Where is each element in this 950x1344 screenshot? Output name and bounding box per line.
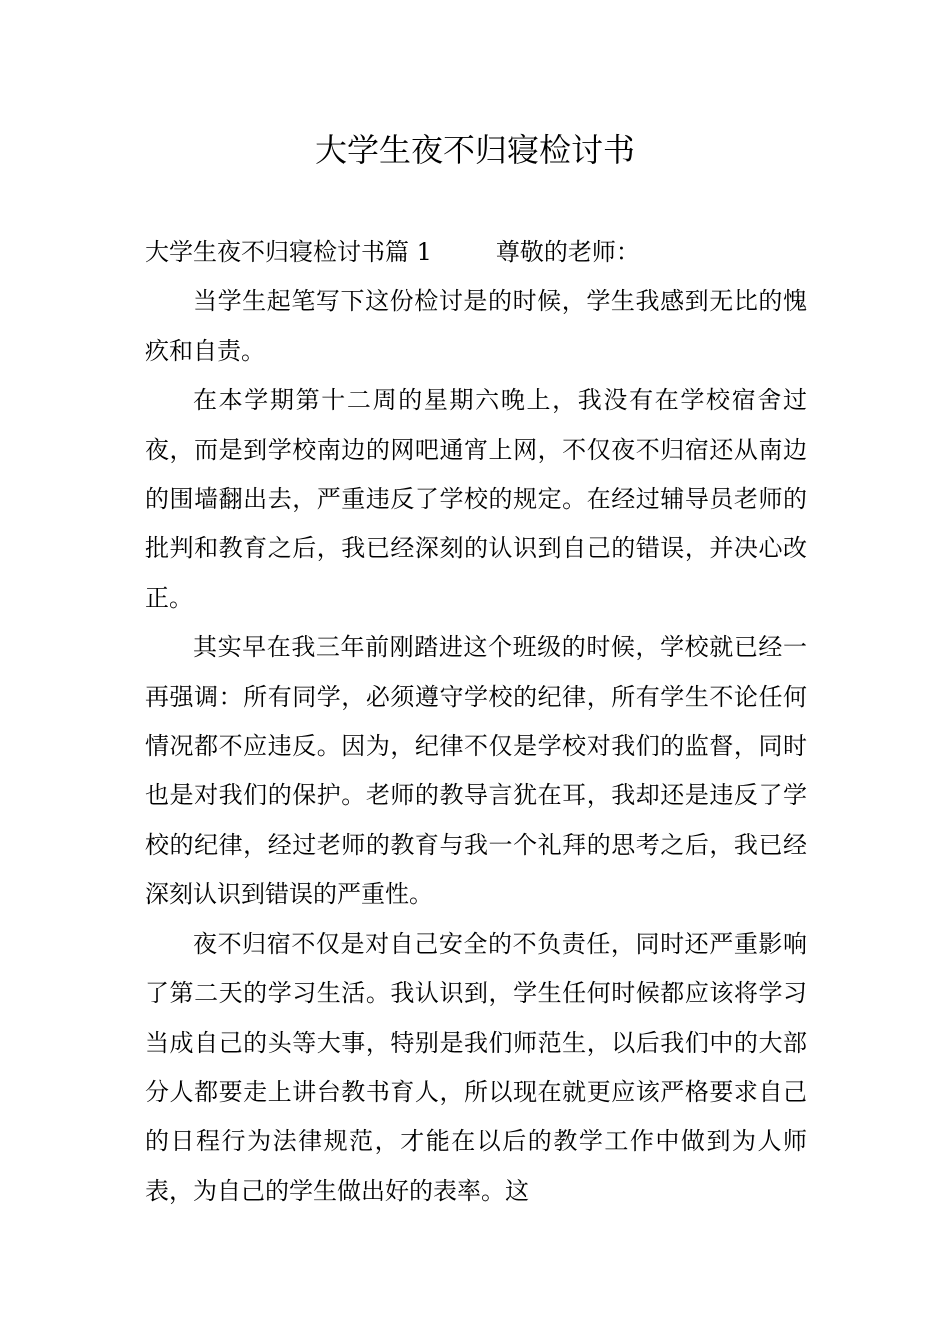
section-heading-line	[145, 228, 807, 277]
document-body	[145, 228, 807, 1216]
document-title: 大学生夜不归寝检讨书	[314, 131, 635, 169]
section-heading: 大学生夜不归寝检讨书篇 1	[145, 238, 432, 266]
paragraph-4: 夜不归宿不仅是对自己安全的不负责任，同时还严重影响了第二天的学习生活。我认识到，学生任何时候都应该将学习当成自己的头等大事，特别是我们师范生，以后我们中的大部分人都要走上讲台教书育人，所以现在就更应该严格要求自己的日程行为法律规范，才能在以后的教学工作中做到为人师表，为自己的学生做出好的表率。这	[145, 929, 807, 1205]
paragraph-2: 在本学期第十二周的星期六晚上，我没有在学校宿舍过夜，而是到学校南边的网吧通宵上网，不仅夜不归宿还从南边的围墙翻出去，严重违反了学校的规定。在经过辅导员老师的批判和教育之后，我已经深刻的认识到自己的错误，并决心改正。	[145, 386, 807, 612]
paragraph-3: 其实早在我三年前刚踏进这个班级的时候，学校就已经一再强调：所有同学，必须遵守学校的纪律，所有学生不论任何情况都不应违反。因为，纪律不仅是学校对我们的监督，同时也是对我们的保护。老师的教导言犹在耳，我却还是违反了学校的纪律，经过老师的教育与我一个礼拜的思考之后，我已经深刻认识到错误的严重性。	[145, 633, 807, 909]
salutation: 尊敬的老师：	[495, 238, 640, 266]
paragraph-1: 当学生起笔写下这份检讨是的时候，学生我感到无比的愧疚和自责。	[145, 287, 807, 365]
